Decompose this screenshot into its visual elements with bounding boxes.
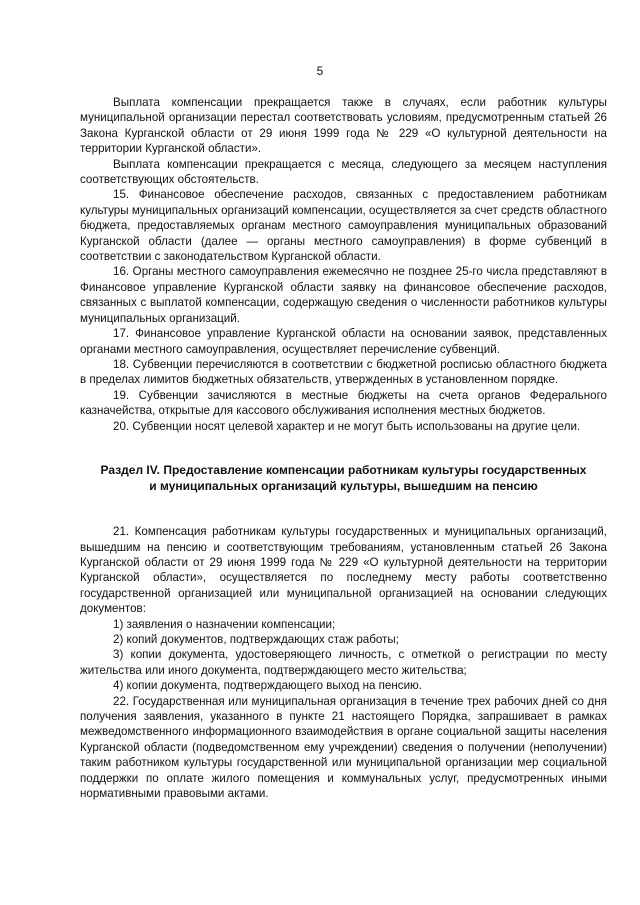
- list-item: 1) заявления о назначении компенсации;: [113, 617, 336, 631]
- paragraph: Выплата компенсации прекращается также в случаях, если работник культуры муниципальной организации перестал соответствовать условиям, предусмотренным статьей 26 Закона Курганской области от 29 июня 1999 года № 229 «О культурной деятельности на территории Курганской области».: [80, 96, 607, 156]
- section-heading-line-1: Раздел IV. Предоставление компенсации работникам культуры государственных: [100, 462, 587, 477]
- paragraph: Выплата компенсации прекращается с месяца, следующего за месяцем наступления соответствующих обстоятельств.: [80, 157, 607, 187]
- paragraph-18: 18. Субвенции перечисляются в соответствии с бюджетной росписью областного бюджета в пределах лимитов бюджетных обязательств, утвержденных в установленном порядке.: [80, 357, 607, 387]
- paragraph-15: 15. Финансовое обеспечение расходов, связанных с предоставлением работникам культуры муниципальных организаций компенсации, осуществляется за счет средств областного бюджета, предоставляемых органам местного самоуправления муниципальных образований Курганской области (далее — органы местного самоуправления) в форме субвенций в соответствии с законодательством Курганской области.: [80, 188, 607, 264]
- section-heading: [80, 463, 607, 494]
- paragraph-19: 19. Субвенции зачисляются в местные бюджеты на счета органов Федерального казначейства, открытые для кассового обслуживания исполнения местных бюджетов.: [80, 388, 607, 418]
- paragraph-17: 17. Финансовое управление Курганской области на основании заявок, представленных органами местного самоуправления, осуществляет перечисление субвенций.: [80, 327, 607, 356]
- page-number: 5: [316, 64, 324, 78]
- list-item: 3) копии документа, удостоверяющего личность, с отметкой о регистрации по месту жительства или иного документа, подтверждающего место жительства;: [80, 648, 607, 677]
- spacer: [80, 494, 607, 524]
- paragraph-16: 16. Органы местного самоуправления ежемесячно не позднее 25-го числа представляют в Финансовое управление Курганской области заявку на финансовое обеспечение расходов, связанных с выплатой компенсации, содержащую сведения о численности работников культуры муниципальных организаций.: [80, 265, 607, 325]
- list-item: 4) копии документа, подтверждающего выход на пенсию.: [113, 679, 422, 693]
- paragraph-22: 22. Государственная или муниципальная организация в течение трех рабочих дней со дня получения заявления, указанного в пункте 21 настоящего Порядка, запрашивает в рамках межведомственного информационного взаимодействия в органе социальной защиты населения Курганской области (подведомственном ему учреждении) сведения о получении (неполучении) таким работником культуры государственной или муниципальной организации мер социальной поддержки по оплате жилого помещения и коммунальных услуг, предусмотренных иными нормативными правовыми актами.: [80, 694, 607, 801]
- section-heading-line-2: и муниципальных организаций культуры, вышедшим на пенсию: [149, 478, 538, 493]
- page-content: [80, 95, 607, 801]
- paragraph-21: 21. Компенсация работникам культуры государственных и муниципальных организаций, вышедшим на пенсию и соответствующим требованиям, установленным статьей 26 Закона Курганской области от 29 июня 1999 года № 229 «О культурной деятельности на территории Курганской области», осуществляется по последнему месту работы соответственно государственной организацией или муниципальной организацией на основании следующих документов:: [80, 525, 607, 616]
- paragraph-20: 20. Субвенции носят целевой характер и не могут быть использованы на другие цели.: [113, 419, 581, 433]
- list-item: 2) копий документов, подтверждающих стаж работы;: [113, 632, 399, 646]
